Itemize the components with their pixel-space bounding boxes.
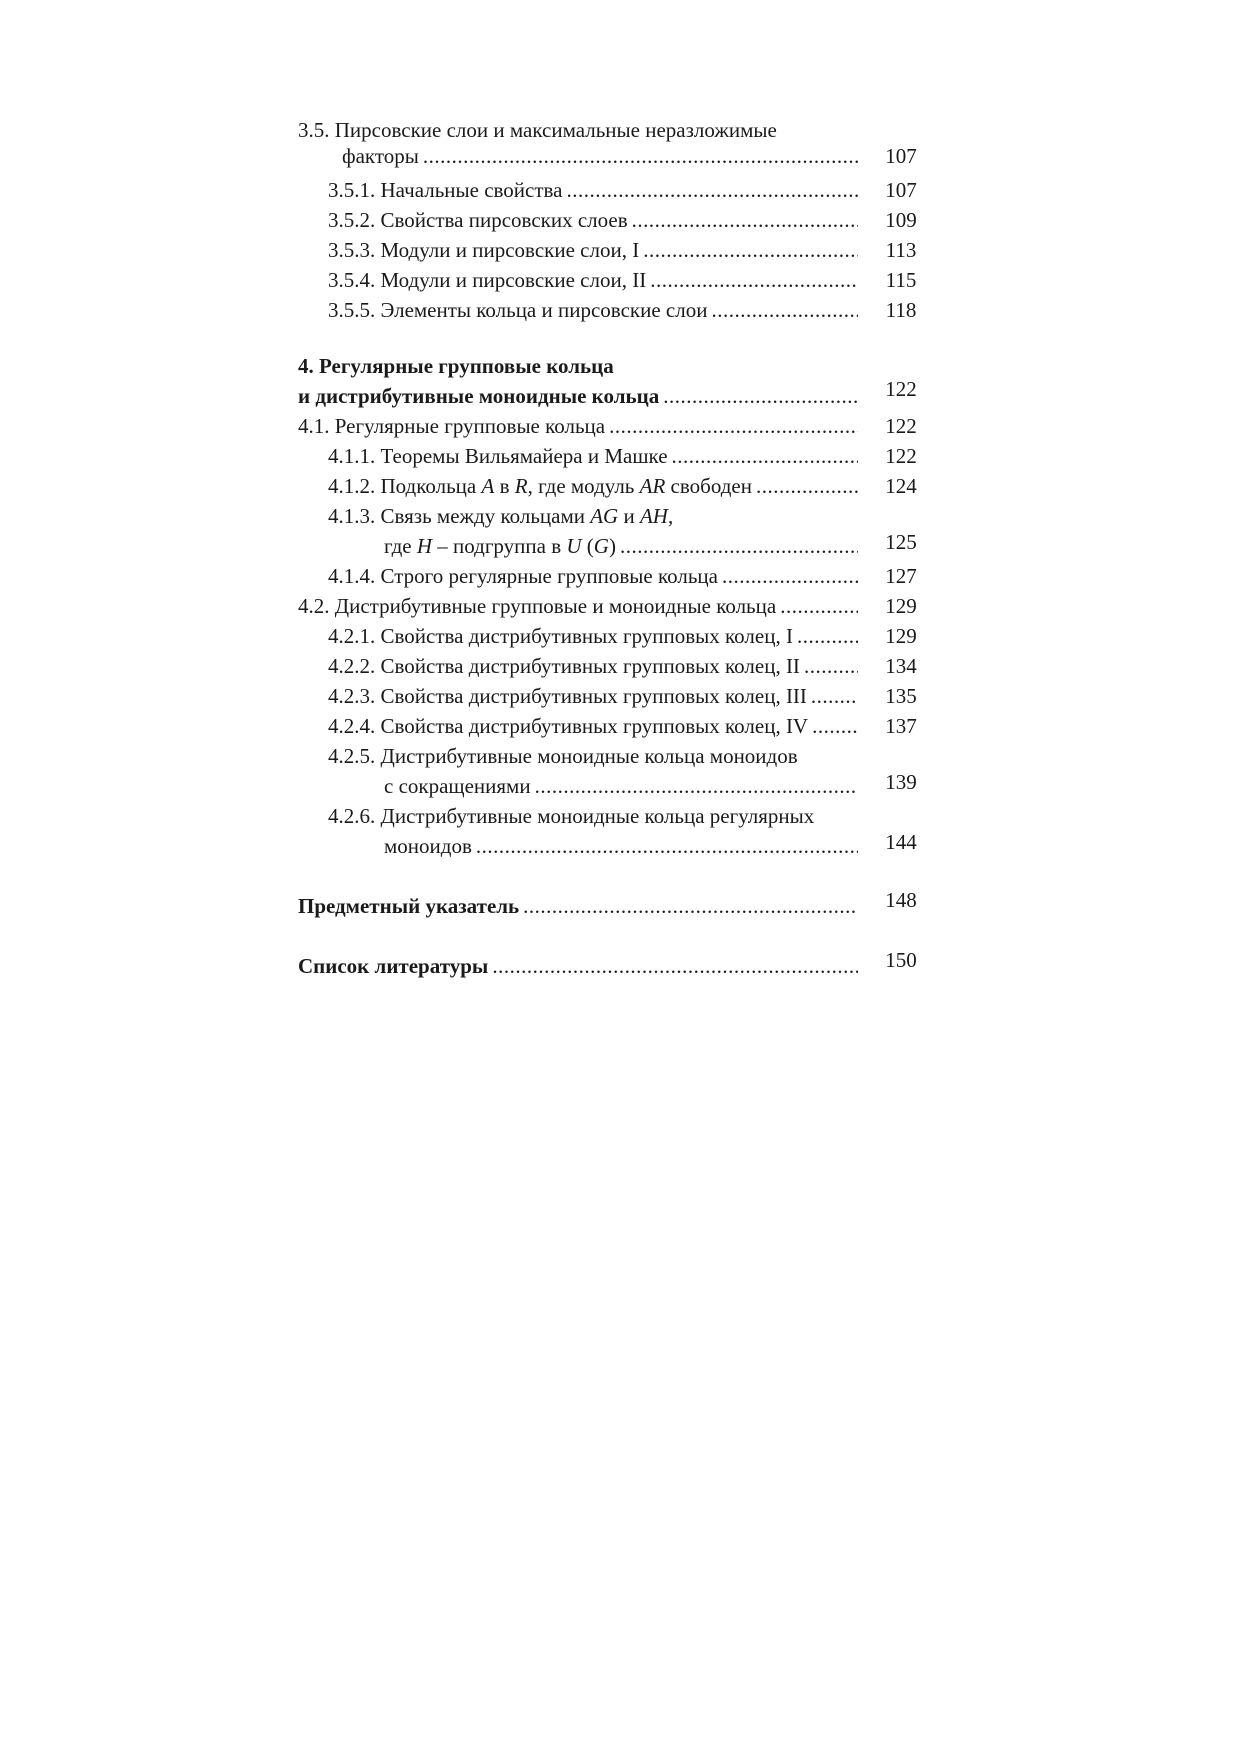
toc-entry-title: 3.5. Пирсовские слои и максимальные неразложимые xyxy=(298,118,777,142)
toc-entry-title: 4.2.3. Свойства дистрибутивных групповых колец, III xyxy=(328,684,807,708)
toc-entry-title-cont: моноидов xyxy=(384,834,472,858)
title-part: ) xyxy=(608,534,616,558)
math-var-ah: AH xyxy=(639,504,668,528)
toc-entry-leader xyxy=(384,533,858,559)
toc-entry-leader xyxy=(298,413,858,439)
toc-entry-leader xyxy=(342,143,858,169)
toc-entry-title: 4.2.2. Свойства дистрибутивных групповых колец, II xyxy=(328,654,800,678)
toc-chapter-title-cont: и дистрибутивные моноидные кольца xyxy=(298,384,660,408)
title-part: 4.1.3. Связь между кольцами xyxy=(328,504,591,528)
math-var-u: U xyxy=(566,534,582,558)
dot-leader xyxy=(492,953,858,979)
toc-page-number: 134 xyxy=(885,654,917,678)
toc-entry-leader xyxy=(384,833,858,859)
dot-leader xyxy=(663,383,858,409)
toc-page-number: 122 xyxy=(885,377,917,401)
dot-leader xyxy=(780,593,858,619)
toc-entry-leader xyxy=(328,443,858,469)
math-var-r: R xyxy=(514,474,528,498)
toc-entry-title: 3.5.1. Начальные свойства xyxy=(328,178,563,202)
title-part: 4.1.2. Подкольца xyxy=(328,474,482,498)
toc-page-number: 129 xyxy=(885,594,917,618)
math-var-g: G xyxy=(593,534,609,558)
toc-entry-leader xyxy=(298,893,858,919)
dot-leader xyxy=(643,237,858,263)
toc-entry-title: 4.2.5. Дистрибутивные моноидные кольца моноидов xyxy=(328,744,798,768)
title-part: ( xyxy=(581,534,594,558)
dot-leader xyxy=(566,177,858,203)
toc-entry-title-cont xyxy=(384,533,620,559)
toc-page-number: 118 xyxy=(885,298,917,322)
toc-page-number: 129 xyxy=(885,624,917,648)
dot-leader xyxy=(535,773,858,799)
dot-leader xyxy=(722,563,858,589)
toc-entry-title xyxy=(328,503,673,529)
toc-page-number: 107 xyxy=(885,178,917,202)
math-var-ar: AR xyxy=(639,474,666,498)
toc-entry-title xyxy=(328,473,756,499)
toc-entry-title: 4.2.4. Свойства дистрибутивных групповых колец, IV xyxy=(328,714,809,738)
dot-leader xyxy=(609,413,858,439)
toc-entry-leader xyxy=(328,713,858,739)
dot-leader xyxy=(756,473,858,499)
toc-entry-leader xyxy=(328,207,858,233)
dot-leader xyxy=(811,683,858,709)
dot-leader xyxy=(523,893,858,919)
toc-chapter-title: 4. Регулярные групповые кольца xyxy=(298,354,614,378)
title-part: в xyxy=(494,474,515,498)
toc-entry-leader xyxy=(298,593,858,619)
toc-entry-title: 4.1. Регулярные групповые кольца xyxy=(298,414,606,438)
dot-leader xyxy=(650,267,858,293)
toc-entry-title: 3.5.2. Свойства пирсовских слоев xyxy=(328,208,628,232)
toc-entry-title: 4.1.4. Строго регулярные групповые кольца xyxy=(328,564,718,588)
toc-page-number: 135 xyxy=(885,684,917,708)
toc-entry-leader xyxy=(328,683,858,709)
toc-entry-title-cont: с сокращениями xyxy=(384,774,531,798)
title-part: где xyxy=(384,534,417,558)
toc-entry-leader xyxy=(328,623,858,649)
toc-page-number: 115 xyxy=(885,268,917,292)
toc-page-number: 139 xyxy=(885,770,917,794)
toc-page-number: 122 xyxy=(885,414,917,438)
toc-entry-leader xyxy=(298,953,858,979)
math-var-ag: AG xyxy=(590,504,619,528)
toc-page-number: 124 xyxy=(885,474,917,498)
toc-entry-leader xyxy=(328,237,858,263)
toc-entry-title: 4.2.1. Свойства дистрибутивных групповых колец, I xyxy=(328,624,793,648)
toc-entry-leader xyxy=(328,297,858,323)
toc-page-number: 125 xyxy=(885,530,917,554)
dot-leader xyxy=(632,207,858,233)
toc-entry-title: 3.5.5. Элементы кольца и пирсовские слои xyxy=(328,298,708,322)
dot-leader xyxy=(797,623,858,649)
toc-entry-title: 3.5.3. Модули и пирсовские слои, I xyxy=(328,238,640,262)
toc-page-number: 127 xyxy=(885,564,917,588)
toc-entry-title-cont: факторы xyxy=(342,144,419,168)
title-part: свободен xyxy=(665,474,752,498)
dot-leader xyxy=(711,297,858,323)
toc-page-number: 107 xyxy=(885,144,917,168)
toc-entry-leader xyxy=(328,473,858,499)
toc-entry-title: Предметный указатель xyxy=(298,894,520,918)
math-var-h: H xyxy=(416,534,432,558)
toc-entry-leader xyxy=(328,563,858,589)
dot-leader xyxy=(812,713,858,739)
toc-entry-leader xyxy=(328,267,858,293)
toc-entry-title: 4.2. Дистрибутивные групповые и моноидные кольца xyxy=(298,594,777,618)
toc-entry-leader xyxy=(328,653,858,679)
toc-entry-title: 4.1.1. Теоремы Вильямайера и Машке xyxy=(328,444,668,468)
title-part: , где модуль xyxy=(527,474,640,498)
dot-leader xyxy=(804,653,858,679)
math-var-a: A xyxy=(481,474,495,498)
toc-entry-leader xyxy=(384,773,858,799)
toc-entry-title: 4.2.6. Дистрибутивные моноидные кольца регулярных xyxy=(328,804,815,828)
toc-page-number: 137 xyxy=(885,714,917,738)
toc-entry-leader xyxy=(298,383,858,409)
dot-leader xyxy=(476,833,858,859)
title-part: , xyxy=(667,504,674,528)
toc-entry-leader xyxy=(328,177,858,203)
toc-page-number: 122 xyxy=(885,444,917,468)
toc-page-number: 113 xyxy=(885,238,917,262)
toc-entry-title: 3.5.4. Модули и пирсовские слои, II xyxy=(328,268,647,292)
dot-leader xyxy=(620,533,858,559)
title-part: и xyxy=(618,504,640,528)
toc-page-number: 144 xyxy=(885,830,917,854)
toc-page-number: 148 xyxy=(885,888,917,912)
toc-page-number: 150 xyxy=(885,948,917,972)
toc-entry-title: Список литературы xyxy=(298,954,489,978)
title-part: – подгруппа в xyxy=(432,534,567,558)
dot-leader xyxy=(672,443,858,469)
toc-page-number: 109 xyxy=(885,208,917,232)
dot-leader xyxy=(423,143,858,169)
